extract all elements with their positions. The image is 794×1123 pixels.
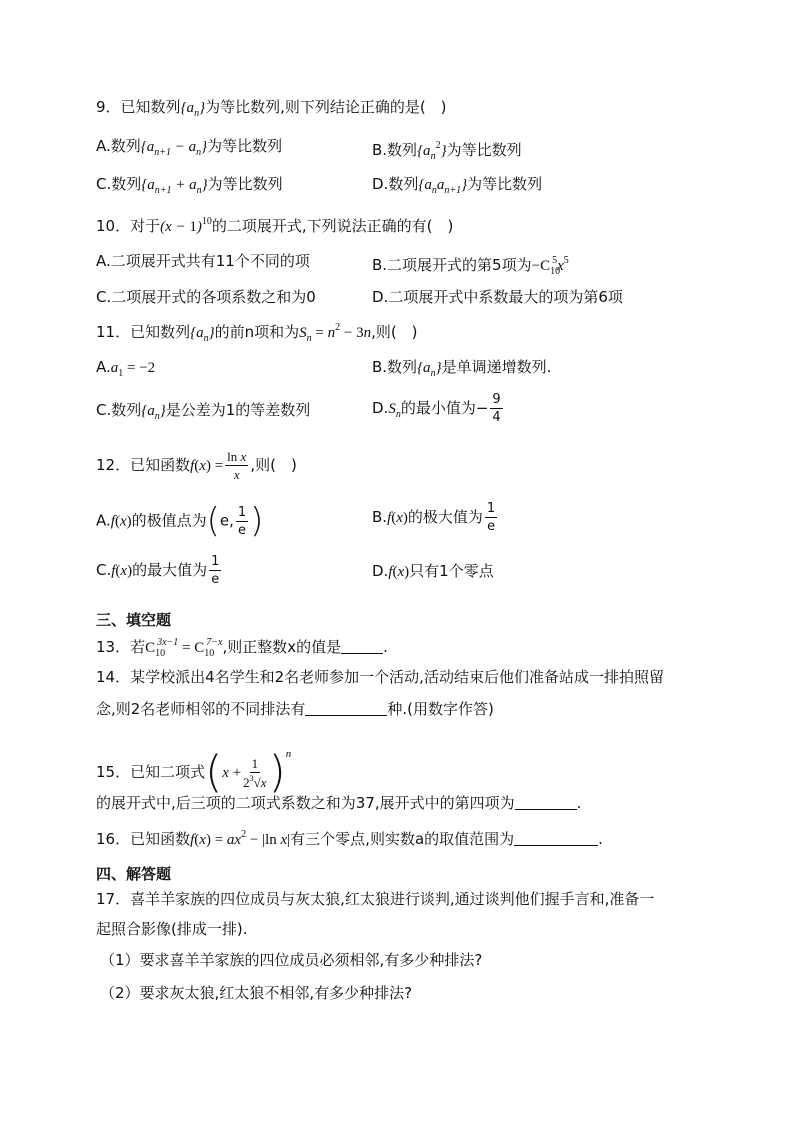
q9-option-a: A.数列$\{a_{n+1} - a_n\}$为等比数列 [96,137,283,158]
q9-option-b: B.数列$\{a_n^2\}$为等比数列 [372,140,522,162]
q12-option-c: C.f(x)的最大值为 $\frac{1}{e}$ [96,554,220,587]
q11-option-c: C.数列$\{a_n\}$是公差为1的等差数列 [96,401,311,422]
question-17-line-1: 17．喜羊羊家族的四位成员与灰太狼,红太狼进行谈判,通过谈判他们握手言和,准备一 [96,890,655,908]
question-12: 12．已知函数f(x) = $\frac{\text{ln x}}{x}$ ,则( ) [96,449,297,482]
section-fill-in-heading: 三、填空题 [96,611,172,629]
q9-option-d: D.数列$\{a_na_{n+1}\}$为等比数列 [372,175,543,196]
q11-option-a: $A.a_1 = -2$ [96,358,156,379]
question-11: 11．已知数列$\{a_n\}$的前n项和为$S_n = n^2 - 3n$,则( ) [96,322,418,344]
q11-option-b: B.数列$\{a_n\}$是单调递增数列. [372,358,552,379]
q12-option-a: A.f(x)的极值点为(e, $\frac{1}{e}$ ) [96,501,264,541]
section-answer-heading: 四、解答题 [96,865,172,883]
question-16: 16．已知函数$f(x) = ax^2 - |\ln$ x|有三个零点,则实数a的取值范围为 . [96,829,603,848]
q10-option-d: D.二项展开式中系数最大的项为第6项 [372,288,623,306]
question-15: 15．已知二项式(x + $\frac{1}{2^3√x}$ )$^n$ [96,746,292,798]
q11-option-d: $D.S_n$的最小值为− $\frac{9}{4}$ [372,392,501,425]
question-13: 13．若$C_{10}^{3x-1} = C_{10}^{7-x}$,则正整数x的值是 . [96,637,388,659]
q10-option-a: A.二项展开式共有11个不同的项 [96,252,310,270]
q12-option-b: B.f(x)的极大值为 $\frac{1}{e}$ [372,501,496,534]
question-17-part-2: （2）要求灰太狼,红太狼不相邻,有多少种排法? [100,984,413,1002]
question-17-part-1: （1）要求喜羊羊家族的四位成员必须相邻,有多少种排法? [100,951,483,969]
question-10: 10．对于$(x - 1)^{10}$的二项展开式,下列说法正确的有( ) [96,216,454,235]
q10-option-b: B.二项展开式的第5项为$-C_{10}^5x^5$ [372,255,569,277]
question-17-line-2: 起照合影像(排成一排). [96,920,248,938]
question-14-line-2: 念,则2名老师相邻的不同排法有 种.(用数字作答) [96,700,494,718]
q12-option-d: D.f(x)只有1个零点 [372,562,494,580]
question-15-line-2: 的展开式中,后三项的二项式系数之和为37,展开式中的第四项为 . [96,794,582,812]
question-9: 9．已知数列$\{a_n\}$为等比数列,则下列结论正确的是( ) [96,98,447,119]
q9-option-c: C.数列$\{a_{n+1} + a_n\}$为等比数列 [96,175,283,196]
question-14-line-1: 14．某学校派出4名学生和2名老师参加一个活动,活动结束后他们准备站成一排拍照留 [96,668,664,686]
q10-option-c: C.二项展开式的各项系数之和为0 [96,288,316,306]
